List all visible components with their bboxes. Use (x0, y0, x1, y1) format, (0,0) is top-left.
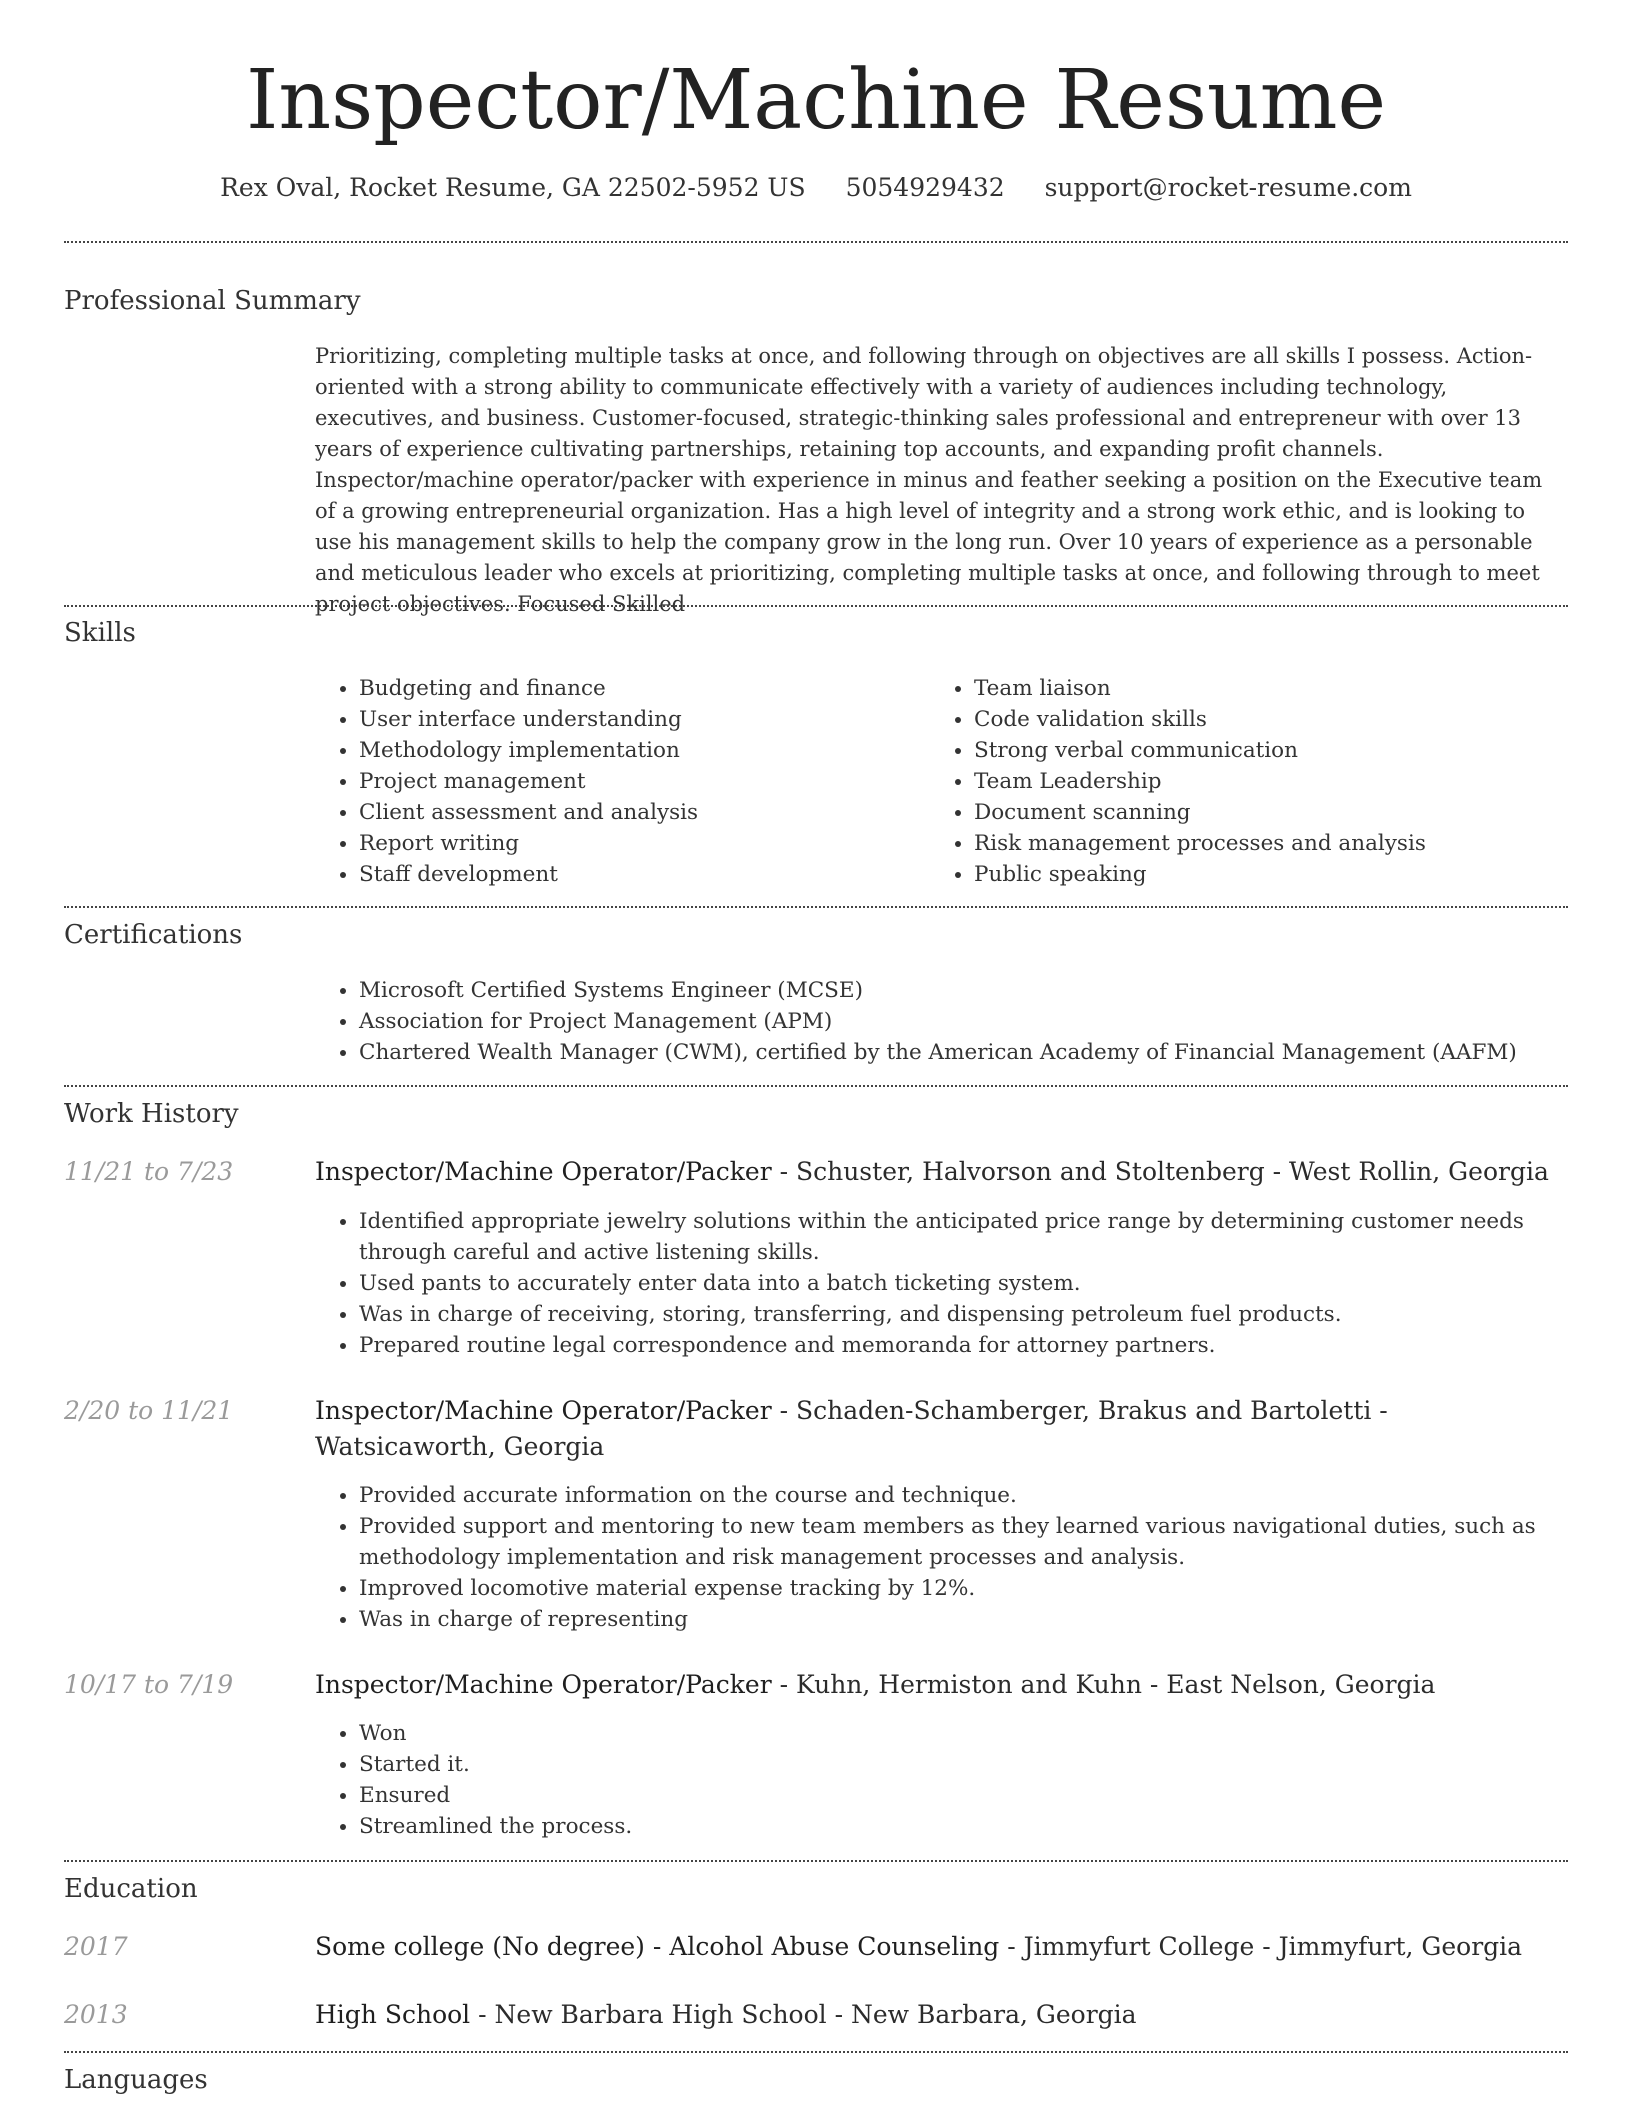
job-bullet: • Started it. (359, 1749, 1611, 1780)
skill-item: • Report writing (359, 828, 919, 859)
job-dates: 2/20 to 11/21 (64, 1396, 234, 1425)
job-dates: 11/21 to 7/23 (64, 1157, 234, 1186)
section-divider (64, 605, 1568, 607)
job-bullets (315, 1480, 1611, 1635)
certification-item: • Association for Project Management (APM) (359, 1006, 1611, 1037)
education-heading: Education (64, 1874, 198, 1904)
summary-text: Prioritizing, completing multiple tasks at once, and following through on objectives are all skills I possess. Action-oriented with a strong ability to communicate effectively with a variety of audiences including technology, executives, and business. Customer-focused, strategic-thinking sales professional and entrepreneur with over 13 years of experience cultivating partnerships, retaining top accounts, and expanding profit channels. Inspector/machine operator/packer with experience in minus and feather seeking a position on the Executive team of a growing entrepreneurial organization. Has a high level of integrity and a strong work ethic, and is looking to use his management skills to help the company grow in the long run. Over 10 years of experience as a personable and meticulous leader who excels at prioritizing, completing multiple tasks at once, and following through to meet project objectives. Focused Skilled (315, 344, 1543, 616)
resume-title: Inspector/Machine Resume (245, 53, 1387, 148)
job-header (315, 1393, 1567, 1465)
section-divider (64, 1860, 1568, 1862)
skill-item: • Public speaking (974, 859, 1594, 890)
job-bullet: • Won (359, 1718, 1611, 1749)
education-year: 2013 (64, 2000, 128, 2029)
summary-heading: Professional Summary (64, 286, 361, 316)
certifications-heading: Certifications (64, 920, 243, 950)
education-details: - New Barbara High School - New Barbara, Georgia (470, 2000, 1137, 2029)
job-bullet: • Streamlined the process. (359, 1811, 1611, 1842)
skill-item: • Risk management processes and analysis (974, 828, 1594, 859)
skills-list-right (930, 673, 1594, 890)
skill-item: • Document scanning (974, 797, 1594, 828)
contact-address: Rex Oval, Rocket Resume, GA 22502-5952 US (220, 173, 806, 202)
skill-item: • Staff development (359, 859, 919, 890)
job-bullet: • Improved locomotive material expense tracking by 12%. (359, 1573, 1611, 1604)
skill-item: • Client assessment and analysis (359, 797, 919, 828)
contact-phone[interactable]: 5054929432 (845, 173, 1005, 202)
job-role: Inspector/Machine Operator/Packer (315, 1396, 772, 1425)
education-degree: Some college (No degree) - Alcohol Abuse Counseling (315, 1932, 1000, 1961)
contact-email[interactable]: support@rocket-resume.com (1044, 173, 1412, 202)
certifications-list (315, 975, 1611, 1068)
job-bullet: • Was in charge of representing (359, 1604, 1611, 1635)
job-header (315, 1667, 1567, 1703)
skill-item: • Team Leadership (974, 766, 1594, 797)
section-divider (64, 2051, 1568, 2053)
section-divider (64, 906, 1568, 908)
skill-item: • Budgeting and finance (359, 673, 919, 704)
job-details: - Schaden-Schamberger, Brakus and Bartoletti - Watsicaworth, Georgia (315, 1396, 1388, 1461)
job-bullet: • Prepared routine legal correspondence and memoranda for attorney partners. (359, 1330, 1611, 1361)
job-details: - Kuhn, Hermiston and Kuhn - East Nelson, Georgia (771, 1670, 1436, 1699)
skill-item: • Project management (359, 766, 919, 797)
languages-heading: Languages (64, 2065, 208, 2095)
education-year: 2017 (64, 1932, 128, 1961)
skill-item: • Team liaison (974, 673, 1594, 704)
skill-item: • Code validation skills (974, 704, 1594, 735)
job-bullet: • Was in charge of receiving, storing, transferring, and dispensing petroleum fuel products. (359, 1299, 1611, 1330)
education-details: - Jimmyfurt College - Jimmyfurt, Georgia (999, 1932, 1523, 1961)
skill-item: • User interface understanding (359, 704, 919, 735)
job-header (315, 1154, 1567, 1190)
job-details: - Schuster, Halvorson and Stoltenberg - West Rollin, Georgia (771, 1157, 1549, 1186)
contact-line (0, 168, 1632, 208)
education-degree: High School (315, 2000, 471, 2029)
certification-item: • Microsoft Certified Systems Engineer (MCSE) (359, 975, 1611, 1006)
skill-item: • Strong verbal communication (974, 735, 1594, 766)
skills-heading: Skills (64, 618, 136, 648)
skill-item: • Methodology implementation (359, 735, 919, 766)
skills-list-left (315, 673, 919, 890)
job-bullet: • Provided support and mentoring to new team members as they learned various navigational duties, such as methodology implementation and risk management processes and analysis. (359, 1511, 1611, 1573)
job-bullets (315, 1718, 1611, 1842)
job-bullet: • Provided accurate information on the course and technique. (359, 1480, 1611, 1511)
section-divider (64, 1085, 1568, 1087)
job-role: Inspector/Machine Operator/Packer (315, 1157, 772, 1186)
education-entry (315, 1929, 1567, 1965)
job-bullet: • Ensured (359, 1780, 1611, 1811)
job-role: Inspector/Machine Operator/Packer (315, 1670, 772, 1699)
education-entry (315, 1997, 1567, 2033)
job-bullets (315, 1206, 1611, 1361)
job-dates: 10/17 to 7/19 (64, 1670, 234, 1699)
work-heading: Work History (64, 1099, 239, 1129)
section-divider (64, 241, 1568, 243)
certification-item: • Chartered Wealth Manager (CWM), certified by the American Academy of Financial Management (AAFM) (359, 1037, 1611, 1068)
job-bullet: • Identified appropriate jewelry solutions within the anticipated price range by determining customer needs through careful and active listening skills. (359, 1206, 1611, 1268)
job-bullet: • Used pants to accurately enter data into a batch ticketing system. (359, 1268, 1611, 1299)
